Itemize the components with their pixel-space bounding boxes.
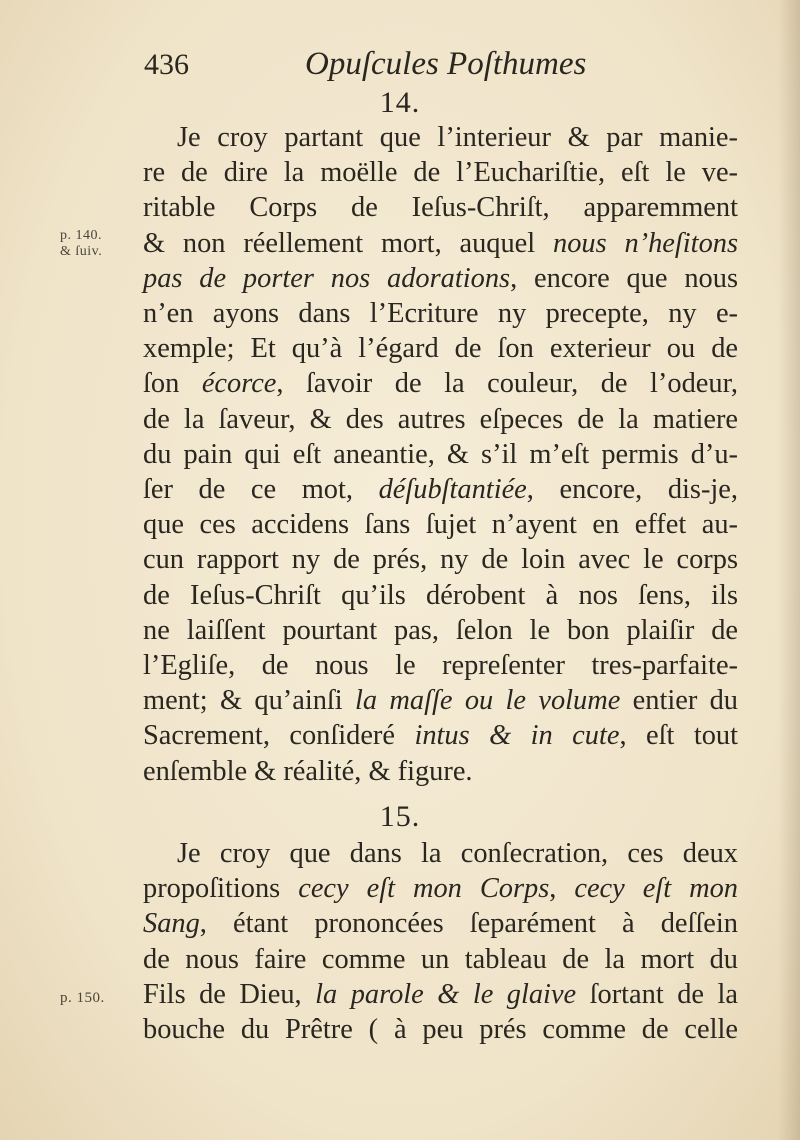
text-line: enſemble & réalité, & figure. (143, 755, 473, 787)
text-line: bouche du Prêtre ( à peu prés comme de celle (143, 1014, 738, 1046)
text-line: cun rapport ny de prés, ny de loin avec le corps (143, 544, 738, 576)
text-line: du pain qui eſt aneantie, & s’il m’eſt permis d’u- (143, 438, 738, 470)
text-line: n’en ayons dans l’Ecriture ny precepte, ny e- (143, 298, 738, 330)
text-line: ritable Corps de Ieſus-Chriſt, apparemment (143, 192, 738, 224)
text-line: pas de porter nos adorations, encore que nous (143, 262, 738, 294)
text-line: de nous faire comme un tableau de la mort du (143, 943, 738, 975)
text-line: Fils de Dieu, la parole & le glaive ſortant de la (143, 978, 738, 1010)
text-line: de la ſaveur, & des autres eſpeces de la matiere (143, 403, 738, 435)
text-line: Je croy partant que l’interieur & par manie- (177, 122, 738, 153)
section-15-text (143, 836, 738, 1047)
text-line: que ces accidens ſans ſujet n’ayent en effet au- (143, 509, 738, 541)
text-line: l’Egliſe, de nous le repreſenter tres-parfaite- (143, 650, 738, 682)
margin-note-reference: p. 140. & ſuiv. (60, 228, 103, 259)
section-14-text (143, 120, 738, 789)
page-number: 436 (144, 48, 189, 81)
text-line: Sacrement, conſideré intus & in cute, eſt tout (143, 720, 738, 752)
text-line: Je croy que dans la conſecration, ces deux (177, 838, 738, 869)
margin-note-reference: p. 150. (60, 990, 105, 1006)
text-line: ne laiſſent pourtant pas, ſelon le bon plaiſir de (143, 614, 738, 646)
page-edge-shadow (778, 0, 800, 1140)
text-line: de Ieſus-Chriſt qu’ils dérobent à nos ſens, ils (143, 579, 738, 611)
text-line: & non réellement mort, auquel nous n’heſitons (143, 227, 739, 259)
running-title: Opuſcules Poſthumes (305, 46, 587, 82)
section-number-14: 14. (379, 86, 421, 119)
page-header (140, 42, 740, 92)
text-line: ment; & qu’ainſi la maſſe ou le volume entier du (143, 685, 738, 717)
text-line: xemple; Et qu’à l’égard de ſon exterieur ou de (143, 333, 738, 365)
text-line: re de dire la moëlle de l’Euchariſtie, eſt le ve- (143, 157, 738, 189)
section-number-15: 15. (379, 800, 421, 833)
text-line: Sang, étant prononcées ſeparément à deſſein (143, 908, 738, 940)
text-line: propoſitions cecy eſt mon Corps, cecy eſt mon (143, 873, 738, 905)
text-line: ſer de ce mot, déſubſtantiée, encore, dis-je, (143, 474, 738, 506)
text-line: ſon écorce, ſavoir de la couleur, de l’odeur, (143, 368, 738, 400)
